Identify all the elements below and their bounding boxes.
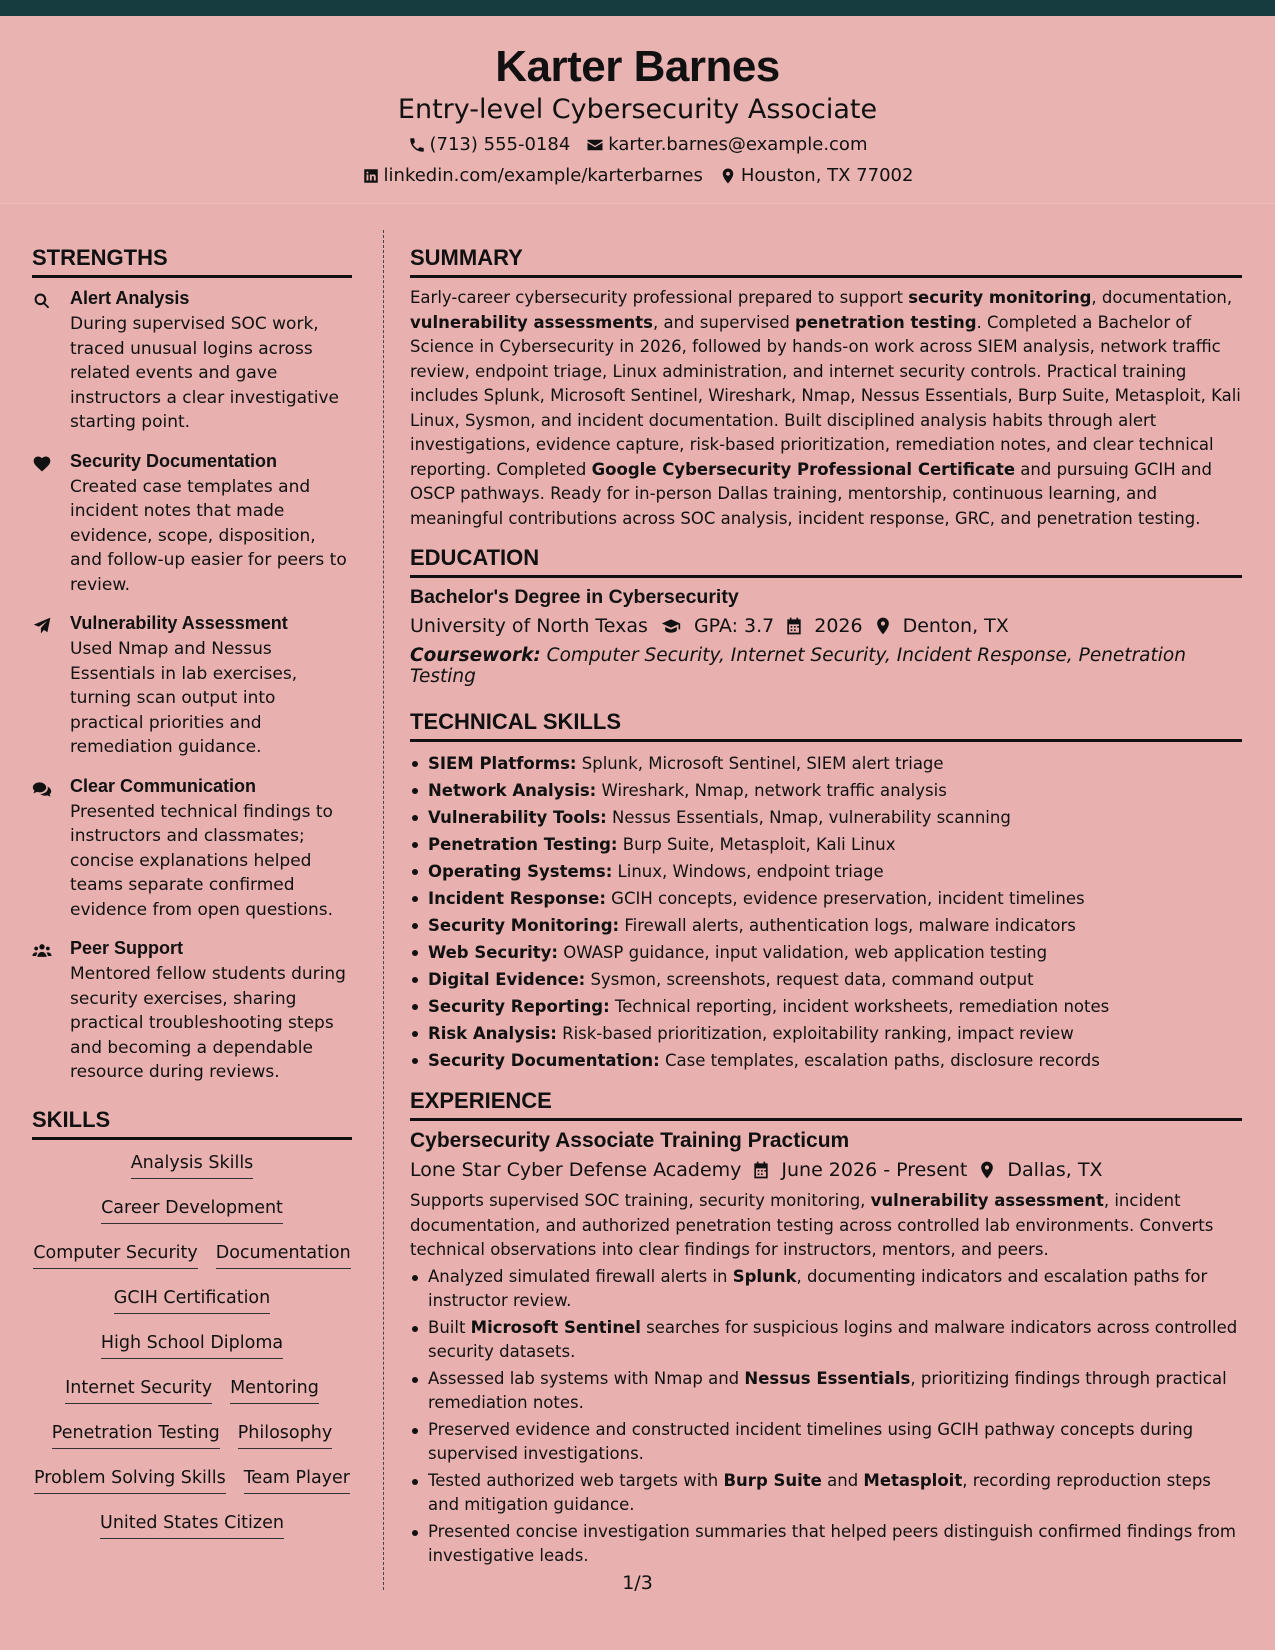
email-text[interactable]: karter.barnes@example.com xyxy=(608,134,868,155)
skill-tag: Philosophy xyxy=(238,1420,332,1449)
bold-text: Google Cybersecurity Professional Certificate xyxy=(591,459,1016,479)
summary-heading: SUMMARY xyxy=(410,245,1242,278)
technical-skill-item xyxy=(410,939,1242,966)
coursework-label: Coursework: xyxy=(410,645,541,666)
linkedin-contact[interactable] xyxy=(362,165,703,186)
job-bullets xyxy=(410,1265,1242,1569)
technical-skill-label: Security Documentation: xyxy=(428,1051,660,1070)
text-run: searches for suspicious logins and malware indicators across controlled security datasets. xyxy=(428,1317,1238,1361)
envelope-icon xyxy=(586,136,604,154)
job-title: Cybersecurity Associate Training Practicum xyxy=(410,1129,850,1152)
education-gpa: GPA: 3.7 xyxy=(693,615,775,637)
technical-skills-section xyxy=(410,709,1242,1074)
technical-skill-value: Wireshark, Nmap, network traffic analysis xyxy=(596,781,947,800)
technical-skill-item xyxy=(410,804,1242,831)
technical-skill-item xyxy=(410,750,1242,777)
text-run: , prioritizing findings through practical remediation notes. xyxy=(428,1368,1227,1412)
education-school: University of North Texas xyxy=(410,615,648,637)
search-icon xyxy=(32,291,52,311)
job-bullet xyxy=(410,1469,1242,1518)
bold-text: penetration testing xyxy=(795,312,977,332)
education-year: 2026 xyxy=(814,615,863,637)
text-run: , and supervised xyxy=(652,312,796,332)
bold-text: Microsoft Sentinel xyxy=(470,1317,641,1337)
education-heading: EDUCATION xyxy=(410,545,1242,578)
technical-skill-item xyxy=(410,912,1242,939)
technical-skill-label: Risk Analysis: xyxy=(428,1024,557,1043)
technical-skill-item xyxy=(410,858,1242,885)
text-run: Preserved evidence and constructed incident timelines using GCIH pathway concepts during supervised investigations. xyxy=(428,1419,1194,1463)
left-column xyxy=(32,245,352,1539)
page-number: 1/3 xyxy=(622,1572,653,1594)
technical-skill-item xyxy=(410,993,1242,1020)
paper-plane-icon xyxy=(32,616,52,636)
comments-icon xyxy=(32,779,52,799)
job-bullet xyxy=(410,1367,1242,1416)
top-accent-bar xyxy=(0,0,1275,16)
skill-tag: High School Diploma xyxy=(101,1330,283,1359)
technical-skill-value: Technical reporting, incident worksheets, remediation notes xyxy=(609,997,1110,1016)
technical-skill-label: Security Monitoring: xyxy=(428,916,620,935)
text-run: Tested authorized web targets with xyxy=(428,1470,724,1490)
skill-tag: Problem Solving Skills xyxy=(34,1465,226,1494)
skill-tag: United States Citizen xyxy=(100,1510,284,1539)
contact-line-2 xyxy=(0,165,1275,186)
location-text: Houston, TX 77002 xyxy=(740,165,914,186)
skills-heading: SKILLS xyxy=(32,1107,352,1140)
skill-tag: GCIH Certification xyxy=(114,1285,270,1314)
phone-contact xyxy=(408,134,571,155)
technical-skills-heading: TECHNICAL SKILLS xyxy=(410,709,1242,742)
technical-skill-label: Web Security: xyxy=(428,943,558,962)
strength-title: Vulnerability Assessment xyxy=(70,613,288,633)
skill-tag: Team Player xyxy=(244,1465,350,1494)
text-run: Early-career cybersecurity professional prepared to support xyxy=(410,288,909,307)
technical-skill-value: GCIH concepts, evidence preservation, incident timelines xyxy=(605,889,1085,908)
technical-skill-item xyxy=(410,966,1242,993)
contact-line-1 xyxy=(0,134,1275,155)
location-contact xyxy=(719,165,914,186)
technical-skill-value: Splunk, Microsoft Sentinel, SIEM alert triage xyxy=(576,754,944,773)
job-bullet xyxy=(410,1520,1242,1569)
map-marker-icon xyxy=(977,1160,997,1180)
bold-text: Nessus Essentials xyxy=(744,1368,911,1388)
job-company: Lone Star Cyber Defense Academy xyxy=(410,1159,742,1181)
technical-skills-list xyxy=(410,750,1242,1074)
phone-icon xyxy=(408,136,426,154)
technical-skill-value: Sysmon, screenshots, request data, command output xyxy=(585,970,1034,989)
text-run: Assessed lab systems with Nmap and xyxy=(428,1368,745,1388)
technical-skill-label: Digital Evidence: xyxy=(428,970,586,989)
technical-skill-item xyxy=(410,1047,1242,1074)
technical-skill-label: SIEM Platforms: xyxy=(428,754,577,773)
heart-icon xyxy=(32,454,52,474)
technical-skill-value: Case templates, escalation paths, disclosure records xyxy=(659,1051,1100,1070)
strength-title: Alert Analysis xyxy=(70,288,190,308)
map-marker-icon xyxy=(873,616,893,636)
experience-section xyxy=(410,1088,1242,1569)
technical-skill-value: Burp Suite, Metasploit, Kali Linux xyxy=(617,835,896,854)
technical-skill-label: Operating Systems: xyxy=(428,862,613,881)
linkedin-icon xyxy=(362,167,380,185)
technical-skill-item xyxy=(410,1020,1242,1047)
skill-tag: Documentation xyxy=(216,1240,351,1269)
strength-item xyxy=(32,451,352,598)
strength-desc: Created case templates and incident notes that made evidence, scope, disposition, and follow-up easier for peers to review. xyxy=(70,476,347,595)
technical-skill-item xyxy=(410,885,1242,912)
strength-item xyxy=(32,613,352,760)
text-run: , documentation, xyxy=(1091,288,1233,307)
bold-text: Metasploit xyxy=(863,1470,963,1490)
technical-skill-item xyxy=(410,777,1242,804)
map-marker-icon xyxy=(719,167,737,185)
skill-tag: Internet Security xyxy=(65,1375,212,1404)
bold-text: Splunk xyxy=(732,1266,797,1286)
candidate-name: Karter Barnes xyxy=(495,42,780,91)
text-run: and pursuing GCIH and OSCP pathways. Ready for in-person Dallas training, mentorship, continuous learning, and meaningful contributions across SOC analysis, incident response, GRC, and penetration testing. xyxy=(410,459,1212,528)
job-bullet xyxy=(410,1316,1242,1365)
strength-item xyxy=(32,776,352,923)
text-run: , recording reproduction steps and mitigation guidance. xyxy=(428,1470,1211,1514)
text-run: , incident documentation, and authorized penetration testing across controlled lab environments. Converts technical observations into clear findings for instructors, mentors, and peers. xyxy=(410,1191,1214,1259)
phone-text: (713) 555-0184 xyxy=(429,134,571,155)
coursework-list: Computer Security, Internet Security, Incident Response, Penetration Testing xyxy=(410,645,1186,687)
bold-text: Burp Suite xyxy=(723,1470,822,1490)
text-run: Built xyxy=(428,1317,471,1337)
skill-tag: Analysis Skills xyxy=(131,1150,254,1179)
skill-tag: Mentoring xyxy=(230,1375,319,1404)
technical-skill-value: Risk-based prioritization, exploitability ranking, impact review xyxy=(556,1024,1074,1043)
education-meta xyxy=(410,615,1242,637)
technical-skill-value: Nessus Essentials, Nmap, vulnerability scanning xyxy=(606,808,1011,827)
technical-skill-label: Penetration Testing: xyxy=(428,835,618,854)
job-meta xyxy=(410,1159,1242,1181)
strength-title: Clear Communication xyxy=(70,775,257,796)
job-intro xyxy=(410,1189,1242,1263)
column-divider xyxy=(383,230,384,1590)
education-section xyxy=(410,545,1242,687)
resume-header xyxy=(0,16,1275,204)
users-icon xyxy=(32,941,52,961)
job-bullet xyxy=(410,1418,1242,1467)
technical-skill-value: Firewall alerts, authentication logs, malware indicators xyxy=(619,916,1076,935)
job-location: Dallas, TX xyxy=(1007,1159,1103,1181)
text-run: and xyxy=(821,1470,864,1490)
text-run: , documenting indicators and escalation paths for instructor review. xyxy=(428,1266,1208,1310)
calendar-icon xyxy=(784,616,804,636)
bold-text: security monitoring xyxy=(908,288,1092,307)
text-run: Presented concise investigation summaries that helped peers distinguish confirmed findings from investigative leads. xyxy=(428,1521,1236,1565)
technical-skill-value: Linux, Windows, endpoint triage xyxy=(612,862,884,881)
strength-desc: Used Nmap and Nessus Essentials in lab exercises, turning scan output into practical priorities and remediation guidance. xyxy=(70,639,298,757)
technical-skill-item xyxy=(410,831,1242,858)
candidate-role: Entry-level Cybersecurity Associate xyxy=(397,94,878,125)
technical-skill-value: OWASP guidance, input validation, web application testing xyxy=(558,943,1048,962)
strength-title: Peer Support xyxy=(70,938,184,958)
summary-section xyxy=(410,245,1242,531)
right-column xyxy=(410,245,1242,1583)
education-degree: Bachelor's Degree in Cybersecurity xyxy=(410,586,739,608)
strength-desc: Mentored fellow students during security exercises, sharing practical troubleshooting steps and becoming a dependable resource during reviews. xyxy=(70,964,346,1082)
job-dates: June 2026 - Present xyxy=(781,1159,968,1181)
graduation-cap-icon xyxy=(658,616,684,636)
education-location: Denton, TX xyxy=(902,615,1009,637)
strength-desc: Presented technical findings to instructors and classmates; concise explanations helped teams separate confirmed evidence from open questions. xyxy=(70,801,333,920)
email-contact[interactable] xyxy=(586,134,867,155)
bold-text: vulnerability assessments xyxy=(410,312,653,332)
technical-skill-label: Vulnerability Tools: xyxy=(428,808,607,827)
strengths-heading: STRENGTHS xyxy=(32,245,352,278)
job-bullet xyxy=(410,1265,1242,1314)
skills-list xyxy=(32,1150,352,1539)
strength-item xyxy=(32,938,352,1085)
text-run: . Completed a Bachelor of Science in Cybersecurity in 2026, followed by hands-on work across SIEM analysis, network traffic review, endpoint triage, Linux administration, and internet security controls. Practical training includes Splunk, Microsoft Sentinel, Wireshark, Nmap, Nessus Essentials, Burp Suite, Metasploit, Kali Linux, Sysmon, and incident documentation. Built disciplined analysis habits through alert investigations, evidence capture, risk-based prioritization, remediation notes, and clear technical reporting. Completed xyxy=(410,312,1241,479)
technical-skill-label: Network Analysis: xyxy=(428,781,597,800)
bold-text: vulnerability assessment xyxy=(870,1191,1104,1210)
strength-title: Security Documentation xyxy=(70,450,278,471)
calendar-icon xyxy=(751,1160,771,1180)
summary-text xyxy=(410,286,1242,531)
text-run: Supports supervised SOC training, security monitoring, xyxy=(410,1191,871,1210)
strength-item xyxy=(32,288,352,435)
coursework xyxy=(410,645,1242,687)
linkedin-text[interactable]: linkedin.com/example/karterbarnes xyxy=(383,165,703,186)
skill-tag: Computer Security xyxy=(33,1240,197,1269)
technical-skill-label: Security Reporting: xyxy=(428,997,610,1016)
skill-tag: Career Development xyxy=(101,1195,283,1224)
text-run: Analyzed simulated firewall alerts in xyxy=(428,1266,733,1286)
technical-skill-label: Incident Response: xyxy=(428,889,606,908)
experience-heading: EXPERIENCE xyxy=(410,1088,1242,1121)
strength-desc: During supervised SOC work, traced unusual logins across related events and gave instructors a clear investigative starting point. xyxy=(70,314,339,432)
skill-tag: Penetration Testing xyxy=(52,1420,220,1449)
